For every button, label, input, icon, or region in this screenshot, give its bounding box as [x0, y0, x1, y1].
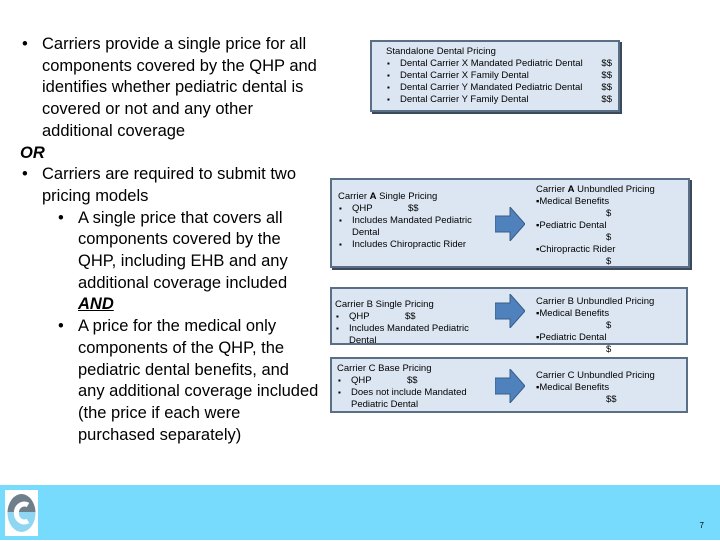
unbundled-price: $$ [606, 394, 617, 405]
sub1-text: A single price that covers all components covered by the QHP, including EHB and any additional coverage included [78, 208, 288, 292]
unbundled-item: ▪Chiropractic Rider [536, 244, 616, 255]
standalone-title: Standalone Dental Pricing [386, 46, 496, 57]
sub-bullet-unbundled: • A price for the medical only components of the QHP, the pediatric dental benefits, and any additional coverage included (the price if each were purchased separately) [20, 316, 320, 446]
carrier-a-unbundled [536, 184, 686, 268]
sub-bullet-single [20, 208, 320, 317]
qhp-item: ▪ QHP $$ [337, 375, 487, 387]
item-label: Dental Carrier X Family Dental [400, 70, 529, 81]
item-price: $$ [601, 94, 612, 105]
unbundled-item: ▪Medical Benefits [536, 382, 610, 393]
standalone-item [386, 94, 612, 106]
unbundled-item: ▪Pediatric Dental [536, 332, 607, 343]
standalone-dental-box [370, 40, 620, 112]
unbundled-price: $ [606, 320, 612, 331]
and-label: AND [78, 295, 114, 314]
unbundled-price: $ [606, 232, 612, 243]
logo-icon [5, 490, 38, 536]
standalone-item [386, 82, 612, 94]
qhp-item: ▪ QHP $$ [338, 203, 488, 215]
carrier-b-single [335, 299, 485, 347]
single-item: ▪ Includes Mandated Pediatric Dental [338, 215, 488, 239]
carrier-b-unbundled [536, 296, 686, 356]
arrow-right-icon [495, 369, 525, 403]
unbundled-item: ▪Medical Benefits [536, 196, 610, 207]
item-label: Dental Carrier X Mandated Pediatric Dental [400, 58, 583, 69]
single-item: ▪ Includes Mandated Pediatric Dental [335, 323, 485, 347]
carrier-c-unbundled [536, 370, 686, 406]
item-price: $$ [601, 58, 612, 69]
carrier-c-single [337, 363, 487, 411]
carrier-a-single [338, 191, 488, 251]
unbundled-price: $ [606, 344, 612, 355]
carrier-c-box [330, 357, 688, 413]
arrow-right-icon [495, 294, 525, 328]
bullet-single-price: • Carriers provide a single price for all components covered by the QHP and identifies whether pediatric dental is covered or not and any other additional coverage [20, 34, 320, 143]
item-label: Dental Carrier Y Mandated Pediatric Dental [400, 82, 583, 93]
footer-bar [0, 485, 720, 540]
carrier-c-unbundled-title: Carrier C Unbundled Pricing [536, 370, 655, 381]
item-label: Dental Carrier Y Family Dental [400, 94, 529, 105]
arrow-right-icon [495, 207, 525, 241]
standalone-item [386, 70, 612, 82]
unbundled-item: ▪Pediatric Dental [536, 220, 607, 231]
or-label: OR [20, 143, 45, 162]
left-text [20, 34, 320, 446]
qhp-item: ▪ QHP $$ [335, 311, 485, 323]
item-price: $$ [601, 70, 612, 81]
carrier-b-box [330, 287, 688, 355]
single-item: ▪ Includes Chiropractic Rider [338, 239, 488, 251]
carrier-a-box [330, 178, 690, 268]
item-price: $$ [601, 82, 612, 93]
carrier-a-single-title: Carrier A Single Pricing [338, 191, 438, 202]
single-item: ▪ Does not include Mandated Pediatric Dental [337, 387, 487, 411]
unbundled-price: $ [606, 208, 612, 219]
carrier-a-unbundled-title: Carrier A Unbundled Pricing [536, 184, 655, 195]
bullet-two-models: • Carriers are required to submit two pricing models [20, 164, 320, 207]
carrier-b-unbundled-title: Carrier B Unbundled Pricing [536, 296, 655, 307]
standalone-item [386, 58, 612, 70]
carrier-c-single-title: Carrier C Base Pricing [337, 363, 432, 374]
carrier-b-single-title: Carrier B Single Pricing [335, 299, 434, 310]
page-number: 7 [699, 521, 704, 530]
unbundled-price: $ [606, 256, 612, 267]
unbundled-item: ▪Medical Benefits [536, 308, 610, 319]
